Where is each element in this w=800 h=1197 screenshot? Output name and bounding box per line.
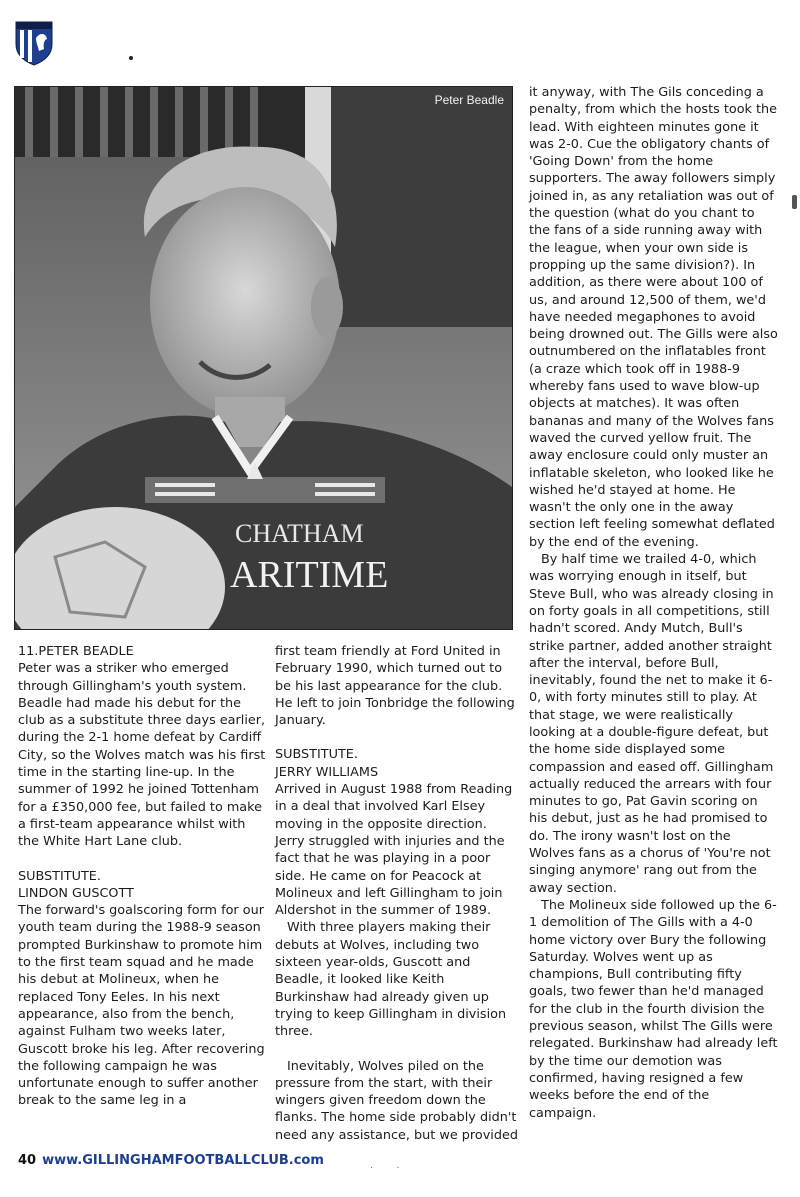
page-number: 40 — [18, 1153, 37, 1168]
page-footer — [18, 1153, 324, 1168]
print-marks: · · — [370, 1163, 410, 1174]
paragraph-debuts: With three players making their debuts at Wolves, including two sixteen year-olds, Guscott and Beadle, it looked like Keith Burkinshaw had already given up trying to keep Gillingham in division three. — [275, 920, 507, 1040]
shirt-sponsor-line1: CHATHAM — [235, 519, 364, 548]
paragraph-half-time: By half time we trailed 4-0, which was worrying enough in itself, but Steve Bull, who was already closing in on forty goals in all competitions, still hadn't scored. Andy Mutch, Bull's strike partner, added another straight after the interval, before Bull, inevitably, found the net to make it 6-0, with forty minutes still to play. At that stage, we were realistically looking at a double-figure defeat, but the home side displayed some compassion and eased off. Gillingham actually reduced the arrears with four minutes to go, Pat Gavin scoring on his debut, just as he had promised to do. The irony wasn't lost on the Wolves fans as a chorus of 'You're not singing anymore' rang out from the away section. — [529, 552, 774, 896]
heading-peter-beadle: 11.PETER BEADLE — [18, 644, 134, 659]
heading-substitute-2: SUBSTITUTE. — [275, 747, 358, 763]
edge-mark — [792, 195, 797, 209]
heading-jerry-williams: JERRY WILLIAMS — [275, 764, 379, 780]
shirt-sponsor-line2: ARITIME — [230, 554, 389, 596]
paragraph-peter-beadle: Peter was a striker who emerged through Gillingham's youth system. Beadle had made his debut for the club as a substitute three days earlier, during the 2-1 home defeat by Cardiff City, so the Wolves match was his first time in the starting line-up. In the summer of 1992 he joined Tottenham for a £350,000 fee, but failed to make a first-team appearance whilst with the White Hart Lane club. — [18, 661, 266, 850]
print-dot — [129, 56, 133, 60]
paragraph-jerry-williams: Arrived in August 1988 from Reading in a deal that involved Karl Elsey moving in the opposite direction. Jerry struggled with injuries and the fact that he was playing in a poor side. He came on for Peacock at Molineux and left Gillingham to join Aldershot in the summer of 1989. — [275, 782, 513, 919]
player-photo — [14, 86, 513, 630]
paragraph-aftermath: The Molineux side followed up the 6-1 demolition of The Gills with a 4-0 home victory over Bury the following Saturday. Wolves went up as champions, Bull contributing fifty goals, two fewer than he'd managed for the club in the fourth division the previous season, whilst The Gills were relegated. Burkinshaw had already left by the time our demotion was confirmed, having resigned a few weeks before the end of the campaign. — [529, 897, 778, 1121]
paragraph-penalty: it anyway, with The Gils conceding a penalty, from which the hosts took the lead. With eighteen minutes gone it was 2-0. Cue the obligatory chants of 'Going Down' from the home supporters. The away followers simply joined in, as any retaliation was out of the question (what do you chant to the fans of a side running away with the league, when your own side is propping up the same division?). In addition, as there were about 100 of us, and around 12,500 of them, we'd have needed megaphones to avoid being drowned out. The Gills were also outnumbered on the inflatables front (a craze which took off in 1988-9 whereby fans used to wave blow-up objects at matches). It was often bananas and many of the Wolves fans waved the curved yellow fruit. The away enclosure could only muster an inflatable skeleton, who looked like he wished he'd stayed at home. He wasn't the only one in the away section left feeling somewhat deflated by the end of the evening. — [529, 85, 778, 550]
column-1 — [18, 643, 266, 1110]
column-2 — [275, 643, 519, 1144]
footer-url-link[interactable]: www.GILLINGHAMFOOTBALLCLUB.com — [42, 1153, 324, 1168]
paragraph-match-start: Inevitably, Wolves piled on the pressure from the start, with their wingers given freedom down the flanks. The home side probably didn't need any assistance, but we provided — [275, 1058, 518, 1143]
paragraph-guscott-continued: first team friendly at Ford United in February 1990, which turned out to be his last appearance for the club. He left to join Tonbridge the following January. — [275, 644, 515, 729]
column-3 — [529, 84, 779, 1122]
paragraph-lindon-guscott: The forward's goalscoring form for our youth team during the 1988-9 season prompted Burkinshaw to promote him to the first team squad and he made his debut at Molineux, when he replaced Tony Eeles. In his next appearance, also from the bench, against Fulham two weeks later, Guscott broke his leg. After recovering the following campaign he was unfortunate enough to suffer another break to the same leg in a — [18, 903, 265, 1109]
photo-caption: Peter Beadle — [434, 93, 504, 107]
heading-substitute: SUBSTITUTE. — [18, 868, 101, 884]
club-crest-icon — [14, 18, 54, 66]
heading-lindon-guscott: LINDON GUSCOTT — [18, 885, 134, 901]
